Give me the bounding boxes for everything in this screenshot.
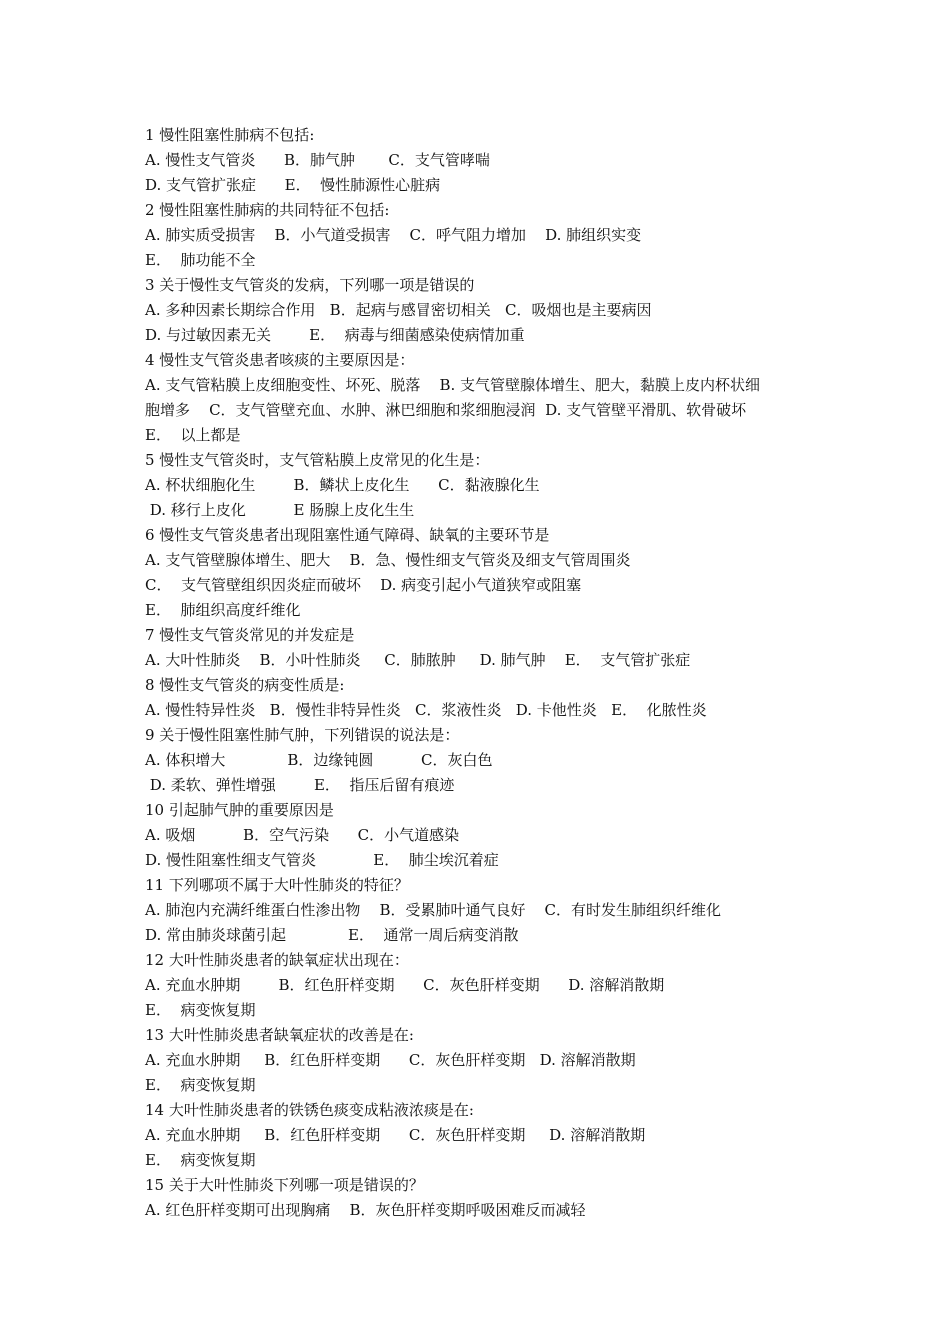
question-12-options-line-1: A. 充血水肿期 B．红色肝样变期 C．灰色肝样变期 D. 溶解消散期: [145, 976, 665, 994]
question-12-stem: 12 大叶性肺炎患者的缺氧症状出现在：: [145, 951, 409, 969]
question-5-stem: 5 慢性支气管炎时，支气管粘膜上皮常见的化生是：: [145, 451, 490, 469]
question-5-options-line-1: A. 杯状细胞化生 B．鳞状上皮化生 C．黏液腺化生: [145, 476, 540, 494]
question-10-options-line-1: A. 吸烟 B．空气污染 C．小气道感染: [145, 826, 460, 844]
question-4-options-line-2: 胞增多 C．支气管壁充血、水肿、淋巴细胞和浆细胞浸润 D. 支气管壁平滑肌、软骨破坏: [145, 401, 747, 419]
question-11-options-line-1: A. 肺泡内充满纤维蛋白性渗出物 B．受累肺叶通气良好 C．有时发生肺组织纤维化: [145, 901, 722, 919]
question-10-stem: 10 引起肺气肿的重要原因是: [145, 801, 334, 819]
question-1-options-line-1: A. 慢性支气管炎 B．肺气肿 C．支气管哮喘: [145, 151, 490, 169]
question-15-options-line-1: A. 红色肝样变期可出现胸痛 B．灰色肝样变期呼吸困难反而减轻: [145, 1201, 586, 1219]
question-13-options-line-2: E． 病变恢复期: [145, 1076, 256, 1094]
question-9-stem: 9 关于慢性阻塞性肺气肿，下列错误的说法是：: [145, 726, 460, 744]
question-4-stem: 4 慢性支气管炎患者咳痰的主要原因是：: [145, 351, 415, 369]
question-14-options-line-1: A. 充血水肿期 B．红色肝样变期 C．灰色肝样变期 D. 溶解消散期: [145, 1126, 646, 1144]
question-6-options-line-1: A. 支气管壁腺体增生、肥大 B．急、慢性细支气管炎及细支气管周围炎: [145, 551, 631, 569]
question-4-options-line-1: A. 支气管粘膜上皮细胞变性、坏死、脱落 B. 支气管壁腺体增生、肥大，黏膜上皮内杯状细: [145, 376, 761, 394]
question-1-options-line-2: D. 支气管扩张症 E． 慢性肺源性心脏病: [145, 176, 441, 194]
question-6-options-line-3: E． 肺组织高度纤维化: [145, 601, 301, 619]
question-7-options-line-1: A. 大叶性肺炎 B．小叶性肺炎 C．肺脓肿 D. 肺气肿 E． 支气管扩张症: [145, 651, 691, 669]
question-14-stem: 14 大叶性肺炎患者的铁锈色痰变成粘液浓痰是在:: [145, 1101, 474, 1119]
question-6-stem: 6 慢性支气管炎患者出现阻塞性通气障碍、缺氧的主要环节是: [145, 526, 550, 544]
question-11-options-line-2: D. 常由肺炎球菌引起 E． 通常一周后病变消散: [145, 926, 519, 944]
question-5-options-line-2: D. 移行上皮化 E 肠腺上皮化生生: [145, 501, 415, 519]
question-9-options-line-2: D. 柔软、弹性增强 E． 指压后留有痕迹: [145, 776, 455, 794]
question-13-options-line-1: A. 充血水肿期 B．红色肝样变期 C．灰色肝样变期 D. 溶解消散期: [145, 1051, 636, 1069]
question-10-options-line-2: D. 慢性阻塞性细支气管炎 E． 肺尘埃沉着症: [145, 851, 499, 869]
question-7-stem: 7 慢性支气管炎常见的并发症是: [145, 626, 355, 644]
question-15-stem: 15 关于大叶性肺炎下列哪一项是错误的？: [145, 1176, 424, 1194]
question-3-options-line-2: D. 与过敏因素无关 E． 病毒与细菌感染使病情加重: [145, 326, 525, 344]
question-14-options-line-2: E． 病变恢复期: [145, 1151, 256, 1169]
question-11-stem: 11 下列哪项不属于大叶性肺炎的特征？: [145, 876, 409, 894]
document-body: [145, 123, 815, 1223]
question-2-options-line-2: E． 肺功能不全: [145, 251, 256, 269]
question-6-options-line-2: C． 支气管壁组织因炎症而破坏 D. 病变引起小气道狭窄或阻塞: [145, 576, 582, 594]
question-13-stem: 13 大叶性肺炎患者缺氧症状的改善是在:: [145, 1026, 414, 1044]
question-8-stem: 8 慢性支气管炎的病变性质是:: [145, 676, 345, 694]
question-9-options-line-1: A. 体积增大 B．边缘钝圆 C．灰白色: [145, 751, 493, 769]
question-8-options-line-1: A. 慢性特异性炎 B．慢性非特异性炎 C．浆液性炎 D. 卡他性炎 E． 化脓性炎: [145, 701, 707, 719]
question-12-options-line-2: E． 病变恢复期: [145, 1001, 256, 1019]
question-1-stem: 1 慢性阻塞性肺病不包括:: [145, 126, 315, 144]
question-4-options-line-3: E． 以上都是: [145, 426, 241, 444]
question-2-options-line-1: A. 肺实质受损害 B．小气道受损害 C．呼气阻力增加 D. 肺组织实变: [145, 226, 642, 244]
question-2-stem: 2 慢性阻塞性肺病的共同特征不包括:: [145, 201, 390, 219]
question-3-options-line-1: A. 多种因素长期综合作用 B．起病与感冒密切相关 C．吸烟也是主要病因: [145, 301, 652, 319]
question-3-stem: 3 关于慢性支气管炎的发病，下列哪一项是错误的: [145, 276, 475, 294]
